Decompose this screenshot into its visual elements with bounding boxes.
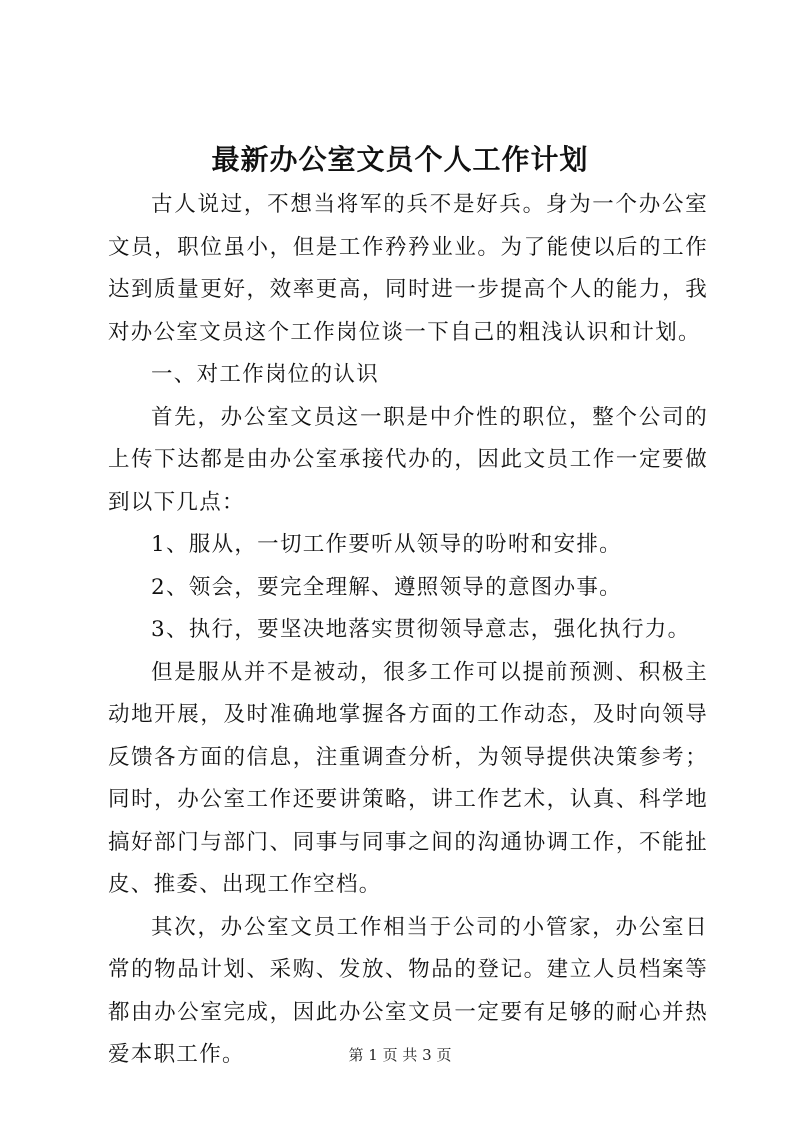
list-item-obey: 1、服从，一切工作要听从领导的吩咐和安排。 [151, 532, 622, 557]
document-title: 最新办公室文员个人工作计划 [211, 143, 589, 176]
paragraph-proactive: 但是服从并不是被动，很多工作可以提前预测、积极主动地开展，及时准确地掌握各方面的工作动态，及时向领导反馈各方面的信息，注重调查分析，为领导提供决策参考；同时，办公室工作还要讲策略，讲工作艺术，认真、科学地搞好部门与部门、同事与同事之间的沟通协调工作，不能扯皮、推委、出现工作空档。 [108, 659, 708, 897]
paragraph-intro: 古人说过，不想当将军的兵不是好兵。身为一个办公室文员，职位虽小，但是工作矜矜业业。为了能使以后的工作达到质量更好，效率更高，同时进一步提高个人的能力，我对办公室文员这个工作岗位谈一下自己的粗浅认识和计划。 [108, 192, 708, 345]
list-item-understand: 2、领会，要完全理解、遵照领导的意图办事。 [151, 574, 622, 600]
document-body [108, 184, 708, 1077]
section-heading-1: 一、对工作岗位的认识 [151, 362, 380, 387]
paragraph-second: 其次，办公室文员工作相当于公司的小管家，办公室日常的物品计划、采购、发放、物品的登记。建立人员档案等都由办公室完成，因此办公室文员一定要有足够的耐心并热爱本职工作。 [108, 914, 708, 1067]
list-item-execute: 3、执行，要坚决地落实贯彻领导意志，强化执行力。 [151, 617, 691, 642]
paragraph-first: 首先，办公室文员这一职是中介性的职位，整个公司的上传下达都是由办公室承接代办的，因此文员工作一定要做到以下几点： [108, 404, 708, 515]
page-number: 第 1 页 共 3 页 [348, 1046, 452, 1064]
